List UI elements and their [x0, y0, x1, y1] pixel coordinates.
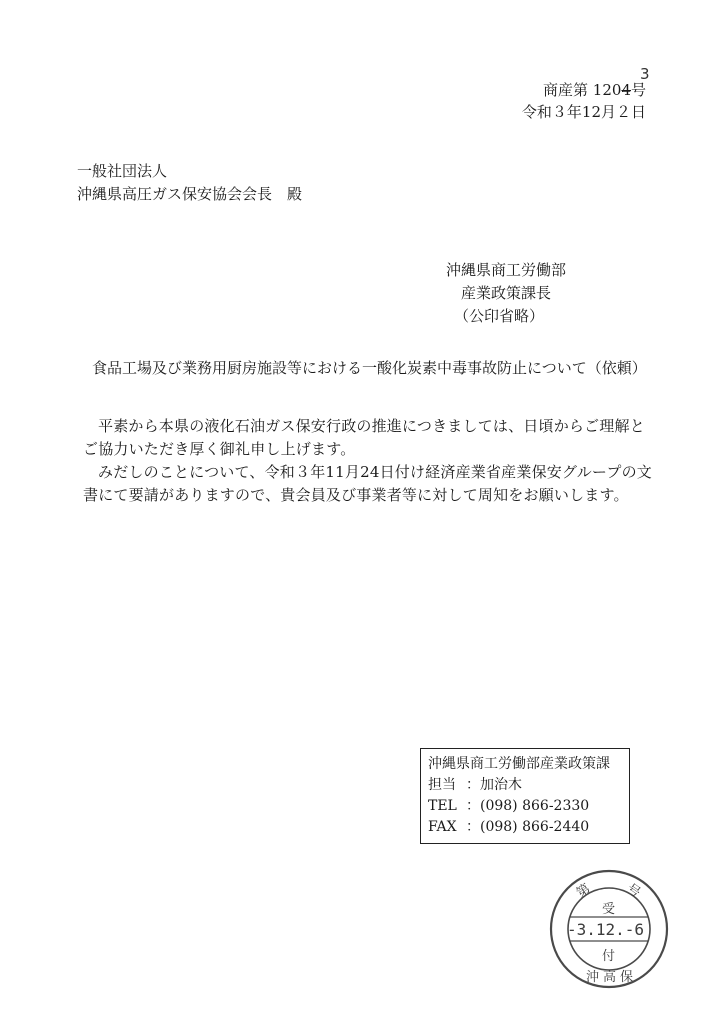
contact-person-label: 担当 — [428, 777, 456, 793]
document-subject: 食品工場及び業務用厨房施設等における一酸化炭素中毒事故防止について（依頼） — [92, 359, 647, 377]
document-number — [543, 65, 650, 100]
stamp-date: -3.12.-6 — [567, 920, 645, 939]
body-paragraph-2: みだしのことについて、令和３年11月24日付け経済産業省産業保安グループの文書にて要請がありますので、貴会員及び事業者等に対して周知をお願いします。 — [83, 463, 652, 504]
contact-box — [420, 748, 630, 844]
contact-tel-label: TEL — [428, 798, 457, 814]
contact-fax-label: FAX — [428, 819, 457, 835]
stamp-bottom: 沖高保 — [586, 970, 638, 985]
contact-department: 沖縄県商工労働部産業政策課 — [428, 756, 610, 772]
doc-number-struck: 4 — [621, 81, 631, 99]
received-stamp — [548, 868, 670, 990]
sender-line-1: 沖縄県商工労働部 — [446, 261, 567, 279]
contact-tel-value: ：(098) 866-2330 — [466, 798, 590, 814]
contact-person-row — [428, 775, 622, 796]
sender-line-3: （公印省略） — [454, 307, 545, 325]
document-date: 令和３年12月２日 — [521, 103, 646, 121]
addressee-line-2: 沖縄県高圧ガス保安協会会長 殿 — [77, 185, 303, 203]
doc-number-digits: 120 — [592, 81, 622, 99]
doc-number-suffix: 号 — [630, 81, 646, 99]
stamp-top-right: 号 — [623, 881, 643, 902]
contact-tel-row — [428, 796, 622, 817]
stamp-upper: 受 — [602, 902, 616, 917]
contact-fax-row — [428, 817, 622, 838]
doc-number-prefix: 商産第 — [543, 81, 589, 99]
doc-number-handwritten: 3 — [640, 65, 650, 83]
addressee-line-1: 一般社団法人 — [77, 162, 168, 180]
contact-person-value: ：加治木 — [466, 777, 522, 793]
document-body — [83, 415, 653, 507]
body-paragraph-1: 平素から本県の液化石油ガス保安行政の推進につきましては、日頃からご理解とご協力いただき厚く御礼申し上げます。 — [83, 417, 645, 458]
stamp-top-left: 第 — [574, 881, 594, 902]
stamp-lower: 付 — [602, 949, 616, 964]
contact-fax-value: ：(098) 866-2440 — [466, 819, 590, 835]
sender-line-2: 産業政策課長 — [461, 284, 552, 302]
